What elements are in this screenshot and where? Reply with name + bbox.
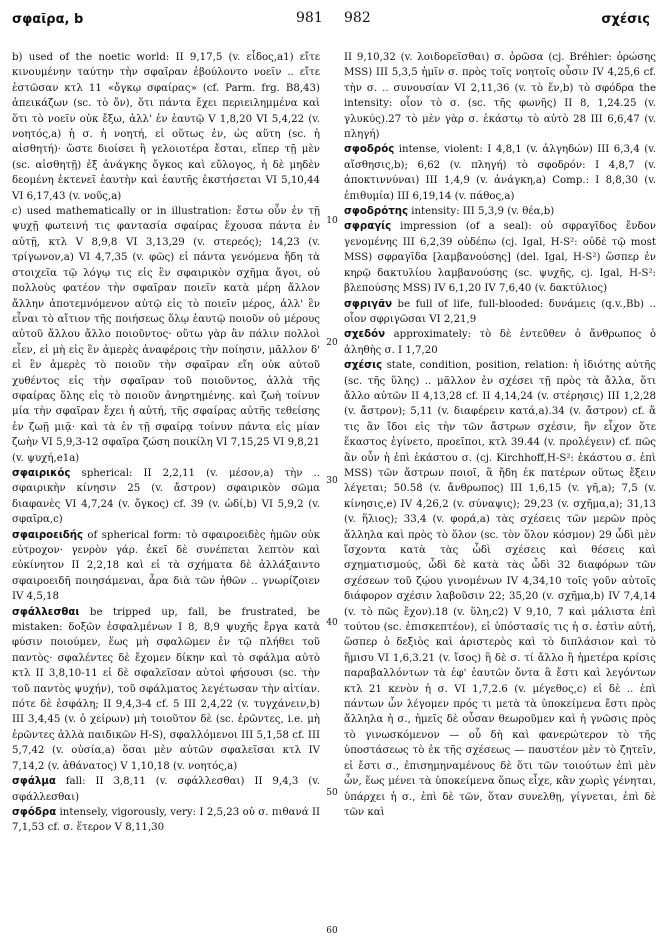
entry-text: be tripped up, fall, be frustrated, be mistaken: δοξῶν ἐσφαλμένων I 8, 8,9 ψυχῆς ἔργα κατὰ φύσιν ποιούμεν, ἕως μὴ σφαλῶμεν ἐν τῷ πλήθει τοῦ παντὸς· σφαλέντες δὲ ἔχομεν δίκην καὶ τὸ σφάλμα αὐτὸ κτλ II 3,8,10-11 εἰ δὲ σφαλεῖσαν αὐτοὶ φήσουσι (sc. τὴν τοῦ παντὸς ψυχήν), τοῦ σφάλματος λεγέτωσαν τὴν αἰτίαν. πότε δὲ ἐσφάλη; II 9,4,3-4 cf. 5 III 2,4,22 (v. τυγχάνειν,b) III 3,4,45 (v. ὁ χείρων) μὴ τοιοῦτον δὲ (sc. ἐρῶντες, i.e. μὴ ἐρῶντες ἀλλὰ παιδικῶν H-S), σφαλλόμενοι III 5,1,58 cf. III 5,7,42 (v. οὐσία,a) ὅσαι μὲν αὐτῶν σφαλεῖσαι κτλ IV 7,14,2 (v. ἀθάνατος) V 1,10,18 (v. νοητός,a)	[12, 606, 320, 772]
entry-text: intensely, vigorously, very: I 2,5,23 οὐ σ. πιθανά II 7,1,53 cf. σ. ἕτερον V 8,11,30	[12, 806, 320, 834]
entry-text: fall: II 3,8,11 (v. σφάλλεσθαι) II 9,4,3 (v. σφάλλεσθαι)	[12, 776, 320, 803]
entry-text: spherical: II 2,2,11 (v. μέσον,a) τὴν .. σφαιρικὴν κίνησιν 25 (v. ἄστρον) σφαιρικὸν σῶμα διαφανὲς VI 4,7,24 (v. ὄγκος) cf. 39 (v. ὠδί,b) VI 5,9,2 (v. σφαῖρα,c)	[12, 467, 320, 526]
running-head-left: σφαῖρα, b	[12, 12, 84, 27]
dictionary-entry	[12, 605, 320, 774]
entry-text: state, condition, position, relation: ἡ ἰδιότης αὐτῆς (sc. τῆς ὕλης) .. μᾶλλον ἐν σχέσει τῇ πρὸς τὰ ἄλλα, ὅτι ἄλλο αὐτῶν II 4,13,28 cf. II 4,14,24 (v. στέρησις) III 1,2,28 (v. ἄστρον); 5,11 (v. διαφέρειν κατά,a).34 (v. ἄστρον) cf. ἅ τις ἂν ἴδοι εἰς τὴν τῶν ἄστρων σχέσιν, ἣν εἶχον ὅτε ἕκαστος ἐγίνετο, προεῖποι, κτλ 39.44 (v. προλέγειν) cf. πῶς ἂν οὖν ἡ ἐπὶ ἑκάστου σ. (cj. Kirchhoff,H-S²: ἑκάστου σ. ἐπὶ MSS) τῶν ἄστρων ποιοῖ, ἃ ἤδη ἐκ πατέρων οὕτως ἔξειν λέγεται; 50.58 (v. ἄνθρωπος) III 1,6,15 (v. γῆ,a); 7,5 (v. κίνησις,e) IV 4,26,2 (v. σύναψις); 29,23 (v. σχῆμα,a); 31,13 (v. ἥλιος); 33,4 (v. φορά,a) τὰς σχέσεις τῶν μερῶν πρὸς ἄλληλα καὶ πρὸς τὸ ὅλον (sc. τὸν ὅλον κόσμον) 29 ὧδὶ μὲν ἴσχοντα κατὰ τὰς ὧδὶ σχέσεις καὶ θέσεις καὶ σχηματισμούς, ὧδὶ δὲ κατὰ τὰς ὧδὶ 32 διαφόρων τῶν σχέσεων τοῦ ζῴου γινομένων IV 4,34,10 τοῖς γοῦν αὐτοῖς διάφορον σχέσιν λαβοῦσιν 22; 35,20 (v. σχῆμα,b) IV 7,4,14 (v. τὸ πῶς ἔχον).18 (v. ὕλη,c2) V 9,10, 7 καὶ μάλιστα ἐπὶ τούτου (sc. ἐπισκεπτέον), εἰ ὑπόστασίς τις ἡ σ. ἐστὶν αὐτή, ὥσπερ ὁ δεξιὸς καὶ ἀριστερὸς καὶ τὸ διπλάσιον καὶ τὸ ἥμισυ VI 1,6,3.21 (v. ἴσος) ἢ δὲ σ. τί ἄλλο ἢ ἡμετέρα κρίσις παραβαλλόντων τὰ ἐφ' ἑαυτῶν ὄντα ἃ ἔστι καὶ λεγόντων κτλ 21 κενὸν ἡ σ. VI 1,7,2.6 (v. μέγεθος,c) εἰ δὲ .. ἐπὶ πάντων ὧν λέγομεν πρός τι μετὰ τὰ ὑποκείμενα ἔστι πρὸς ἄλληλα ἡ σ., ἡμεῖς δὲ οὖσαν θεωροῦμεν καὶ ἡ γνῶσις πρὸς τὸ γινωσκόμενον — οὗ δὴ καὶ φανερώτερον τὸ τῆς ὑποστάσεως τὸ ἐκ τῆς σχέσεως — παυστέον μὲν τὸ ζητεῖν, εἰ ἔστι σ., ἐπισημηναμένους δὲ ὅτι τῶν τοιούτων ἐπὶ μὲν ὧν, ἕως μένει τὰ ὑποκείμενα ὅπως εἶχε, κἂν χωρὶς γένηται, ὑπάρχει ἡ σ., ἐπὶ δὲ τῶν, ὅταν συνελθῃ, γίγνεται, ἐπὶ δὲ τῶν καὶ	[344, 360, 656, 818]
running-head-right: σχέσις	[601, 12, 650, 27]
entry-lemma: σφραγίς	[344, 221, 392, 233]
entry-lemma: σφαιροειδής	[12, 529, 84, 541]
line-number: 40	[326, 618, 338, 628]
entry-text: intense, violent: I 4,8,1 (v. ἀλγηδών) III 6,3,4 (v. αἴσθησις,b); 6,62 (v. πληγή) τὸ σφοδρόν: I 4,8,7 (v. ἀποκτιννύναι) III 1,4,9 (v. ἀνάγκη,a) Comp.: I 8,8,30 (v. ἐπιθυμία) III 6,19,14 (v. πάθος,a)	[344, 144, 656, 202]
entry-lemma: σφάλμα	[12, 776, 56, 788]
entry-paragraph: b) used of the noetic world: II 9,17,5 (v. εἶδος,a1) εἴτε κινουμένην ταύτην τὴν σφαῖραν ἐβούλοντο νοεῖν .. εἴτε ἑστῶσαν κτλ 11 «ὄγκῳ σφαίρας» (cf. Parm. frg. B8,43) ἀπεικάζων (sc. τὸ ὄν), ὅτι πάντα ἔχει περιειλημμένα καὶ ὅτι τὸ νοεῖν οὐκ ἔξω, ἀλλ' ἐν ἑαυτῷ V 1,8,20 VI 5,4,22 (v. νοητός,a) ἡ σ. ἡ νοητή, εἰ οὕτως ἐν, ὡς αὕτη (sc. ἡ αἰσθητή)· ὥστε διοίσει ἢ γελοιοτέρα ἔσται, εἴπερ τῇ μὲν (sc. αἰσθητῇ) ἐξ ἀνάγκης ὄγκος καὶ εὔλογος, ἡ δὲ μηδὲν δεομένη ἐκτενεῖ ἑαυτὴν καὶ ἑαυτῆς ἐκστήσεται VI 5,10,44 VI 6,17,43 (v. νοῦς,a)	[12, 52, 320, 202]
page-number-left: 981	[296, 10, 323, 26]
entry-lemma: σχεδόν	[344, 329, 386, 341]
line-number: 20	[326, 338, 338, 348]
entry-lemma: σχέσις	[344, 360, 383, 372]
page-header	[0, 8, 664, 30]
left-column	[12, 50, 320, 940]
entry-text: impression (of a seal): οὐ σφραγῖδος ἔνδον γενομένης III 6,2,39 οὐδέπω (cj. Igal, H-S²: οὐδὲ τῷ most MSS) σφραγῖδα [λαμβανούσης] (del. Igal, H-S²) ὥσπερ ἐν κηρῷ δακτυλίου λαμβανούσης (sc. ψυχῆς, cj. Igal, H-S²: βλεπούσης MSS) IV 6,1,20 IV 7,6,40 (v. δακτύλιος)	[344, 221, 656, 295]
line-number: 30	[326, 476, 338, 486]
dictionary-entry	[12, 805, 320, 836]
dictionary-entry	[344, 204, 656, 219]
dictionary-entry	[344, 327, 656, 358]
entry-lemma: σφριγᾶν	[344, 298, 393, 310]
line-number-gutter	[322, 50, 342, 940]
entry-lemma: σφόδρα	[12, 806, 57, 818]
dictionary-entry	[344, 358, 656, 820]
entry-lemma: σφοδρός	[344, 144, 395, 156]
dictionary-entry	[344, 219, 656, 296]
entry-paragraph: II 9,10,32 (v. λοιδορεῖσθαι) σ. ὁρῶσα (cj. Bréhier: ὁρώσης MSS) III 5,3,5 ἡμῖν σ. πρὸς τοῖς νοητοῖς οὖσιν IV 4,25,6 cf. τὴν σ. .. συνουσίαν VI 2,11,36 (v. τὸ ἕν,b) τὸ σφόδρα the intensity: οἷον τὸ σ. (sc. τῆς φωνῆς) II 8, 1,24.25 (v. γλυκύς).27 τὸ μὲν γὰρ σ. ἑκάστῳ τὸ αὐτὸ 28 III 6,6,47 (v. πληγή)	[344, 52, 656, 141]
line-number: 60	[326, 926, 338, 936]
right-column	[344, 50, 656, 940]
line-number: 50	[326, 788, 338, 798]
page-number-right: 982	[344, 10, 371, 26]
dictionary-entry	[344, 142, 656, 204]
entry-text: intensity: III 5,3,9 (v. θέα,b)	[408, 206, 555, 218]
dictionary-entry	[12, 466, 320, 528]
entry-text: be full of life, full-blooded: δυνάμεις (q.v.,Bb) .. οἷον σφριγῶσαι VI 2,21,9	[344, 298, 656, 325]
dictionary-entry	[12, 528, 320, 605]
entry-text: of spherical form: τὸ σφαιροειδὲς ἡμῶν οὐκ εὐτροχον· γενρὸν γάρ. ἐκεῖ δὲ συνέπεται λεπτὸν καὶ εὐκίνητον II 2,2,18 καὶ εἰ τὰ σχήματα δὲ ἀλλάξαιντο σφαιροειδῆ ποιησάμεναι, ἆρα διὰ τῶν ἠθῶν .. γνωρίζοιεν IV 4,5,18	[12, 529, 320, 603]
entry-lemma: σφάλλεσθαι	[12, 606, 80, 618]
line-number: 10	[326, 216, 338, 226]
entry-paragraph: c) used mathematically or in illustration: ἔστω οὖν ἐν τῇ ψυχῇ φωτεινή τις φαντασία σφαίρας ἔχουσα πάντα ἐν αὐτῇ, κτλ V 8,9,8 VI 3,13,29 (v. στερεός); 14,23 (v. τρίγωνον,a) VI 4,7,35 (v. φῶς) εἰ πάντα γενόμενα ἤδη τὰ στοιχεῖα τῷ λόγῳ τις εἰς ἓν σφαιρικὸν σχῆμα ἄγοι, οὐ πολλοὺς φατέον τὴν σφαῖραν ποιεῖν κατὰ μέρη ἄλλον ἄλλην ἀποτεμνόμενον αὐτῷ εἰς τὸ ποιεῖν μέρος, ἀλλ' ἓν εἶναι τὸ αἴτιον τῆς ποιήσεως ὅλῳ ἑαυτῷ ποιοῦν οὐ μέρους αὐτοῦ ἄλλου ἄλλο ποιοῦντος· οὕτω γὰρ ἂν πάλιν πολλοὶ εἶεν, εἰ μὴ εἰς ἓν ἀμερὲς ἀναφέροις τὴν ποίησιν, μᾶλλον δ' εἰ ἓν ἀμερὲς τὸ ποιοῦν τὴν σφαῖραν εἴη οὐκ αὐτοῦ χυθέντος εἰς τὴν σφαῖραν τοῦ ποιοῦντος, ἀλλὰ τῆς σφαίρας ὅλης εἰς τὸ ποιοῦν ἀνηρτημένης. καὶ ζωὴ τοίνυν μία τὴν σφαῖραν ἔχει ἡ αὐτή, τῆς σφαίρας αὐτῆς τεθείσης ἐν ζωῇ μιᾷ· καὶ τὰ ἐν τῇ σφαίρᾳ τοίνυν πάντα εἰς μίαν ζωὴν VI 5,9,3-12 σφαῖρα ζώση ποικίλη VI 7,15,25 VI 9,8,21 (v. ψυχή,e1a)	[12, 206, 320, 464]
entry-lemma: σφοδρότης	[344, 206, 408, 218]
entry-text: approximately: τὸ δὲ ἐντεῦθεν ὁ ἄνθρωπος ὁ ἀληθὴς σ. I 1,7,20	[344, 329, 656, 356]
dictionary-entry	[12, 774, 320, 805]
dictionary-entry	[344, 297, 656, 328]
entry-lemma: σφαιρικός	[12, 467, 71, 479]
